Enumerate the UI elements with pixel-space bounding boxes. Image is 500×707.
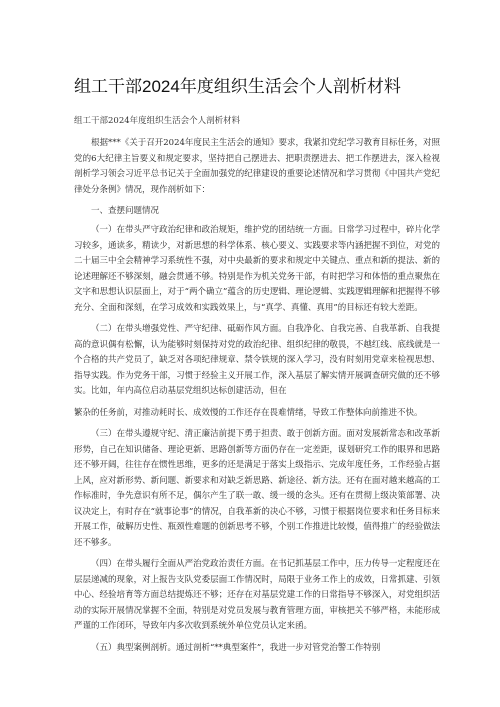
document-title: 组工干部2024年度组织生活会个人剖析材料 — [74, 77, 401, 96]
section-heading-1: 一、查摆问题情况 — [91, 206, 160, 216]
paragraph-3: （三）在带头遵规守纪、清正廉洁前提下勇于担责、敢于创新方面。面对发展新常态和改革新形势，自己在知识储备、理论更新、思路创新等方面仍存在一定差距，谋划研究工作的眼界和思路还不够开阔，往往存在惯性思维，更多的还是满足于落实上级指示、完成年度任务，工作经验占据上风，应对新形势、新问题、新要求和对缺乏新思路、新途径、新方法。还有在面对越来越高的工作标准时，争先意识有所不足，偶尔产生了联一敢、缓一缓的念头。还有在贯彻上级决策部署、决议决定上，有时存在“就事论事”的情况，自我革新的决心不够，习惯于根据岗位要求和任务目标来开展工作，破解历史性、瓶颈性难题的创新思考不够，个别工作推进比较慢，值得推广的经验做法还不够多。 — [74, 429, 440, 548]
paragraph-5: （五）典型案例剖析。通过剖析“**典型案件”，我进一步对管党治警工作特别 — [91, 642, 381, 653]
paragraph-2: （二）在带头增强党性、严守纪律、砥砺作风方面。自我净化、自我完善、自我革新、自我提高的意识偶有松懈，认为能够时刻保持对党的政治纪律、组织纪律的敬畏，不越红线、底线就是一个合格的共产党员了，缺乏对各项纪律规章、禁令铁规的深入学习，没有时刻用党章来检视思想、指导实践。作为党务干部，习惯于经验主义开展工作，深入基层了解实情开展调查研究做的还不够实。比如，年内高位启动基层党组织达标创建活动，但在 — [74, 324, 440, 396]
document-subtitle: 组工干部2024年度组织生活会个人剖析材料 — [74, 116, 241, 126]
paragraph-1: （一）在带头严守政治纪律和政治规矩，维护党的团结统一方面。日常学习过程中，碎片化学习较多，通读多，精读少，对新思想的科学体系、核心要义、实践要求等内涵把握不到位，对党的二十届三中全会精神学习系统性不强，对中央最新的要求和规定中关键点、重点和新的提法、新的论述理解还不够深刻，融会贯通不够。特别是作为机关党务干部，有时把学习和体悟的重点聚焦在文字和思想认识层面上，对于“两个确立”蕴含的历史逻辑、理论逻辑、实践逻辑理解和把握得不够充分、全面和深刻，在学习成效和实践效果上，与“真学、真懂、真用”的目标还有较大差距。 — [74, 225, 440, 313]
intro-paragraph: 根据***《关于召开2024年度民主生活会的通知》要求，我紧扣党纪学习教育目标任务，对照党的6大纪律主旨要义和规定要求，坚持把自己摆进去、把职责摆进去、把工作摆进去，深入检视剖析学习领会习近平总书记关于全面加强党的纪律建设的重要论述情况和学习贯彻《中国共产党纪律处分条例》情况，现作剖析如下： — [74, 138, 440, 195]
paragraph-2-continued: 繁杂的任务前，对推动耗时长、成效慢的工作还存在畏难情绪，导致工作整体向前推进不快。 — [74, 407, 423, 418]
paragraph-4: （四）在带头履行全面从严治党政治责任方面。在书记抓基层工作中，压力传导一定程度还在层层递减的现象，对上报告支队党委层面工作情况时，局限于业务工作上的成效，日常抓建、引领中心、经验培育等方面总结提炼还不够；还存在对基层党建工作的日常指导不够深入，对党组织活动的实际开展情况掌握不全面，特别是对党员发展与教育管理方面，审核把关不够严格，未能形成严谨的工作闭环，导致年内多次收到系统外单位党员认定来函。 — [74, 559, 440, 631]
